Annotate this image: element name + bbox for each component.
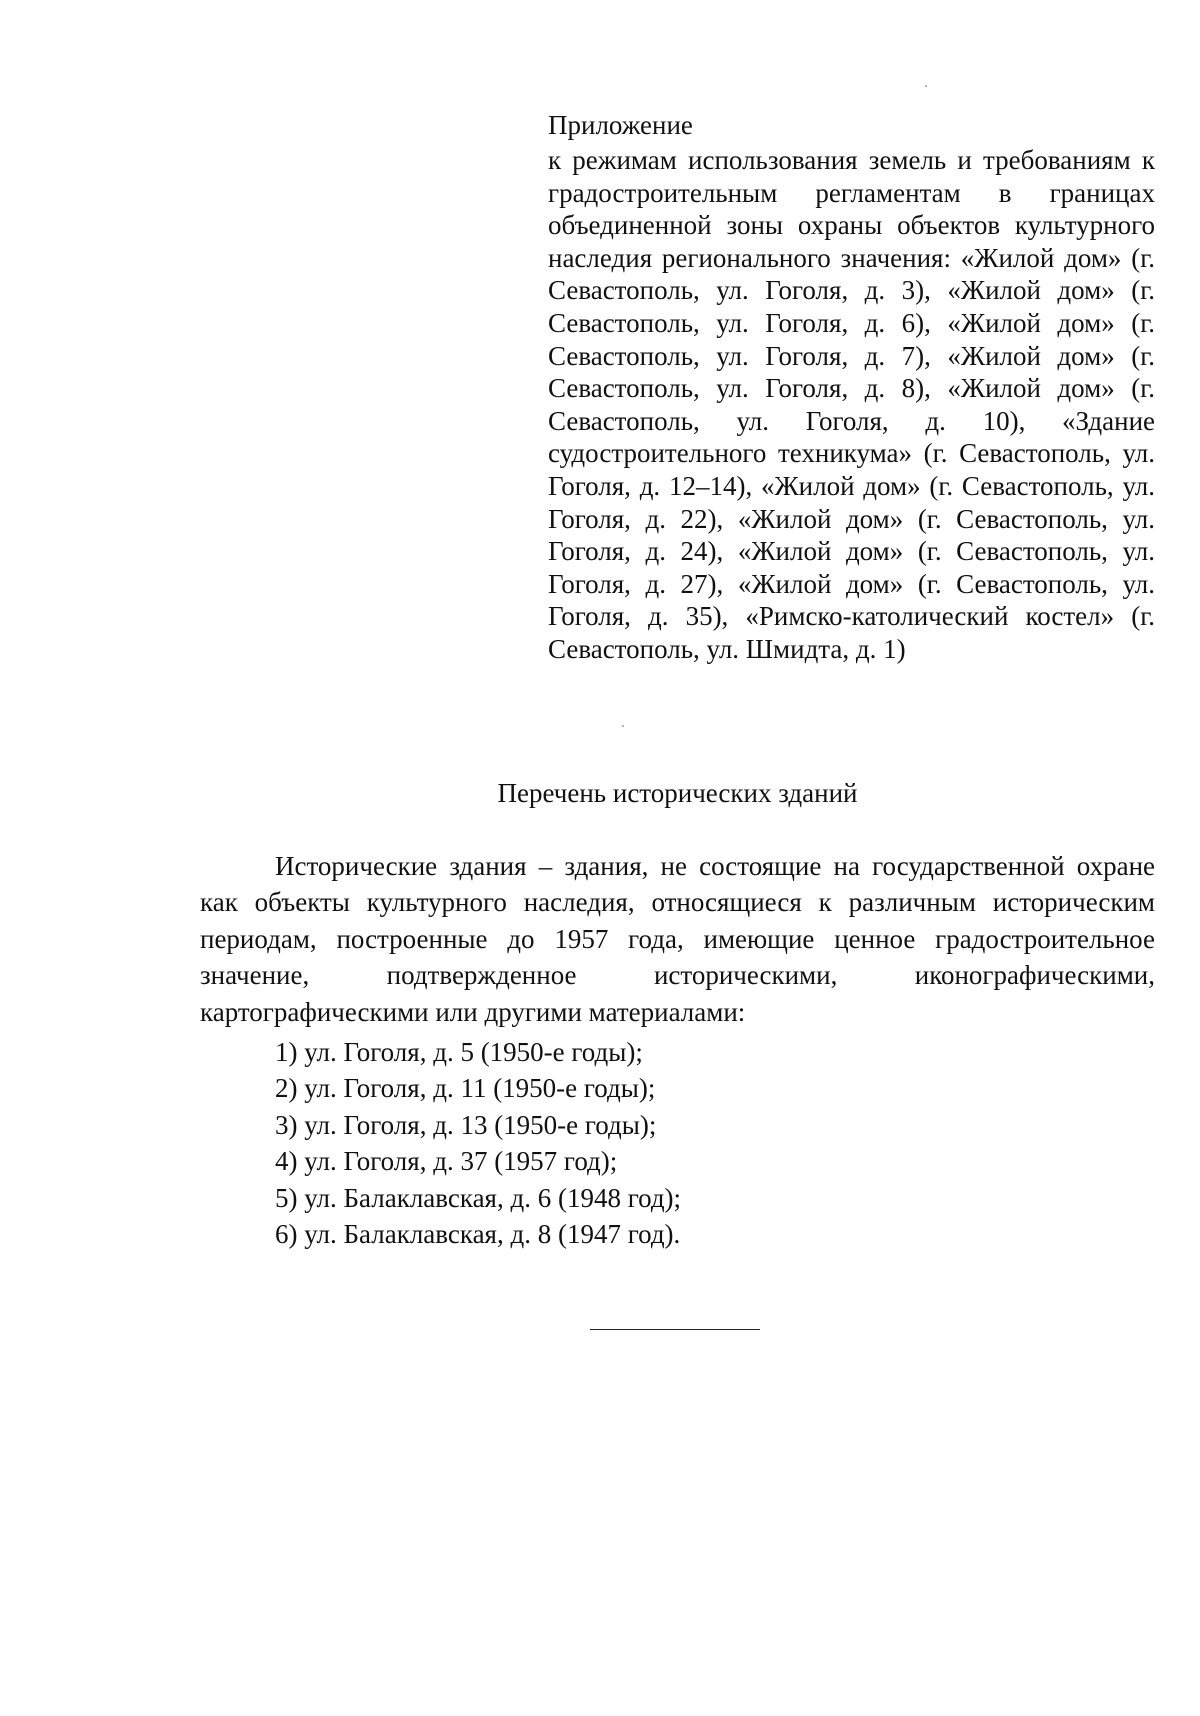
- appendix-header: [548, 108, 1155, 666]
- scan-speck: [925, 85, 927, 87]
- list-item: 2) ул. Гоголя, д. 11 (1950-е годы);: [275, 1073, 656, 1104]
- appendix-title: Приложение: [548, 110, 693, 140]
- end-separator-line: [590, 1329, 760, 1330]
- definition-paragraph: Исторические здания – здания, не состоящие на государственной охране как объекты культурного наследия, относящиеся к различным историческим периодам, построенные до 1957 года, имеющие ценное градостроительное значение, подтвержденное историческими, иконографическими, картографическими или другими материалами:: [200, 851, 1155, 1027]
- list-title: Перечень исторических зданий: [497, 778, 858, 808]
- list-item: 1) ул. Гоголя, д. 5 (1950-е годы);: [275, 1037, 643, 1067]
- list-item: 4) ул. Гоголя, д. 37 (1957 год);: [275, 1146, 618, 1177]
- appendix-body: к режимам использования земель и требованиям к градостроительным регламентам в границах объединенной зоны охраны объектов культурного наследия регионального значения: «Жилой дом» (г. Севастополь, ул. Гоголя, д. 3), «Жилой дом» (г. Севастополь, ул. Гоголя, д. 6), «Жилой дом» (г. Севастополь, ул. Гоголя, д. 7), «Жилой дом» (г. Севастополь, ул. Гоголя, д. 8), «Жилой дом» (г. Севастополь, ул. Гоголя, д. 10), «Здание судостроительного техникума» (г. Севастополь, ул. Гоголя, д. 12–14), «Жилой дом» (г. Севастополь, ул. Гоголя, д. 22), «Жилой дом» (г. Севастополь, ул. Гоголя, д. 24), «Жилой дом» (г. Севастополь, ул. Гоголя, д. 27), «Жилой дом» (г. Севастополь, ул. Гоголя, д. 35), «Римско-католический костел» (г. Севастополь, ул. Шмидта, д. 1): [548, 145, 1155, 664]
- scan-speck: [622, 725, 624, 727]
- list-item: 5) ул. Балаклавская, д. 6 (1948 год);: [275, 1182, 682, 1213]
- historic-buildings-list: [275, 1034, 681, 1252]
- list-item: 3) ул. Гоголя, д. 13 (1950-е годы);: [275, 1109, 657, 1140]
- list-item: 6) ул. Балаклавская, д. 8 (1947 год).: [275, 1219, 681, 1250]
